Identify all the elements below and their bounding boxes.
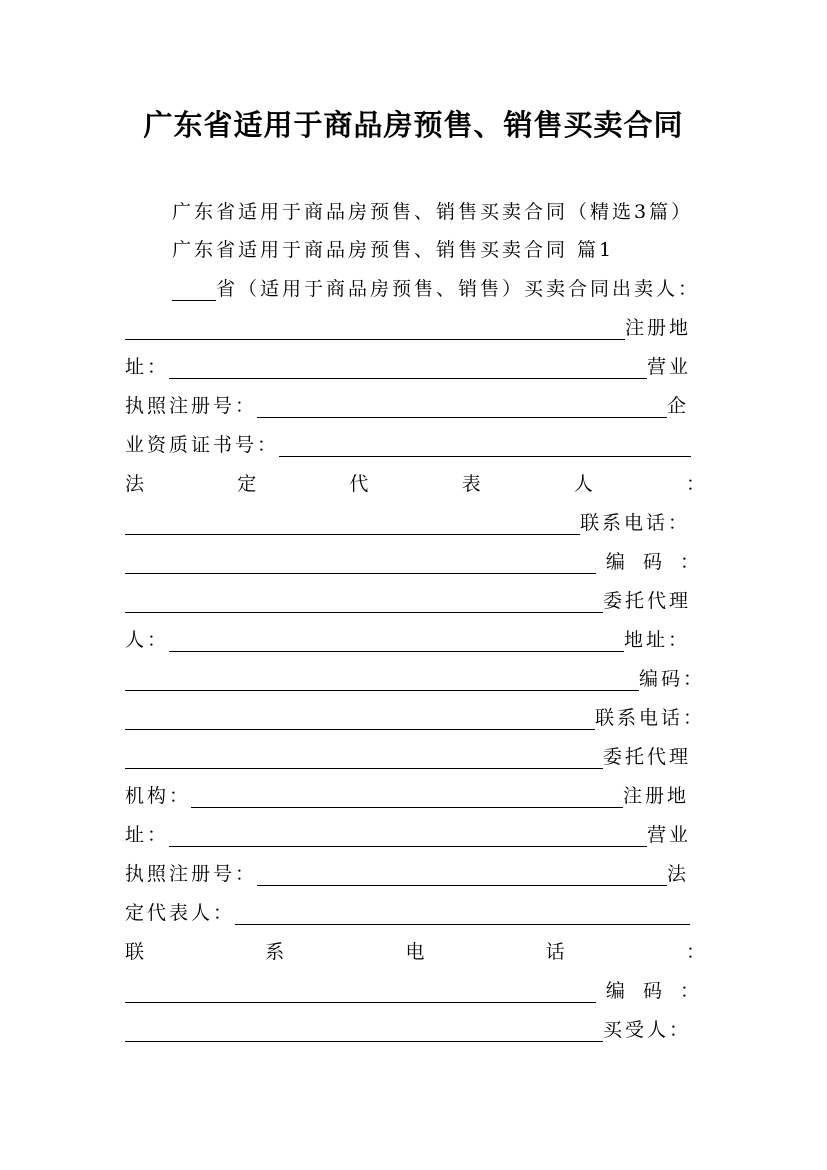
opening-line	[172, 271, 720, 301]
agency-phone-blank[interactable]	[125, 980, 596, 1003]
agency-address-blank[interactable]	[169, 824, 647, 847]
seller-phone-blank[interactable]	[125, 551, 596, 574]
agency-license-line	[125, 856, 705, 886]
agency-name-blank[interactable]	[191, 785, 623, 808]
seller-reg-address-label: 注册地	[625, 317, 692, 339]
agency-legal-cont: 定代表人：	[125, 902, 236, 924]
agent-label: 委托代理	[603, 590, 692, 612]
intro-text: 广东省适用于商品房预售、销售买卖合同（精选3篇）	[172, 201, 694, 223]
seller-legal-rep-line	[125, 466, 705, 496]
seller-qualification-blank[interactable]	[279, 434, 691, 457]
agency-phone-char: 联	[125, 941, 145, 963]
seller-license-line	[125, 388, 705, 418]
agent-line	[125, 583, 705, 613]
seller-postcode-line	[125, 544, 705, 574]
seller-postcode-blank[interactable]	[125, 590, 603, 613]
section-heading-text: 广东省适用于商品房预售、销售买卖合同 篇1	[172, 239, 615, 261]
agency-postcode-line	[125, 973, 705, 1003]
agency-reg-label: 注册地	[623, 785, 690, 807]
seller-enterprise-label: 企	[667, 395, 690, 417]
agent-phone-line	[125, 700, 705, 730]
agent-phone-label: 联系电话：	[594, 707, 705, 729]
province-blank[interactable]	[172, 278, 216, 301]
seller-business-label: 营业	[647, 356, 692, 378]
legal-rep-char: 人	[573, 473, 593, 495]
agent-postcode-blank[interactable]	[125, 707, 595, 730]
seller-license-blank[interactable]	[257, 395, 667, 418]
intro-line	[172, 194, 720, 224]
agency-phone-char: ：	[685, 941, 705, 963]
seller-qualification-line	[125, 427, 705, 457]
seller-postcode-label: 编 码 ：	[605, 551, 705, 573]
agent-person-cont: 人：	[125, 629, 170, 651]
agency-label: 委托代理	[603, 746, 692, 768]
agency-cont: 机构：	[125, 785, 192, 807]
seller-qualification-label: 业资质证书号：	[125, 434, 280, 456]
legal-rep-char: ：	[685, 473, 705, 495]
agency-business-label: 营业	[647, 824, 692, 846]
section-heading	[172, 232, 720, 262]
agency-address-line	[125, 817, 705, 847]
buyer-line	[125, 1012, 705, 1042]
agency-line	[125, 739, 705, 769]
seller-name-line	[125, 310, 705, 340]
legal-rep-char: 代	[349, 473, 369, 495]
seller-phone-line	[125, 505, 705, 535]
agent-address-blank[interactable]	[125, 668, 639, 691]
agency-phone-char: 系	[265, 941, 285, 963]
agency-phone-line	[125, 934, 705, 964]
agency-legal-label: 法	[667, 863, 690, 885]
buyer-label: 买受人：	[603, 1019, 692, 1041]
seller-name-blank[interactable]	[125, 317, 625, 340]
seller-license-label: 执照注册号：	[125, 395, 258, 417]
agency-license-label: 执照注册号：	[125, 863, 258, 885]
seller-address-line	[125, 349, 705, 379]
agency-reg-cont: 址：	[125, 824, 170, 846]
agent-person-line	[125, 622, 705, 652]
agency-legal-blank[interactable]	[235, 902, 690, 925]
seller-legal-rep-blank[interactable]	[125, 512, 580, 535]
seller-address-blank[interactable]	[169, 356, 647, 379]
document-title: 广东省适用于商品房预售、销售买卖合同	[143, 108, 684, 142]
seller-phone-label: 联系电话：	[580, 512, 691, 534]
agency-name-line	[125, 778, 705, 808]
agency-postcode-label: 编 码 ：	[605, 980, 705, 1002]
seller-address-cont: 址：	[125, 356, 170, 378]
legal-rep-char: 定	[237, 473, 257, 495]
agent-postcode-line	[125, 661, 705, 691]
legal-rep-char: 表	[461, 473, 481, 495]
agent-person-blank[interactable]	[169, 629, 624, 652]
agency-legal-line	[125, 895, 705, 925]
opening-text: 省（适用于商品房预售、销售）买卖合同出卖人：	[216, 278, 701, 300]
agent-address-label: 地址：	[624, 629, 691, 651]
agency-phone-char: 话	[545, 941, 565, 963]
agent-postcode-label: 编码：	[638, 668, 705, 690]
agent-phone-blank[interactable]	[125, 746, 603, 769]
agency-phone-char: 电	[405, 941, 425, 963]
legal-rep-char: 法	[125, 473, 145, 495]
agency-license-blank[interactable]	[257, 863, 667, 886]
agency-postcode-blank[interactable]	[125, 1019, 603, 1042]
